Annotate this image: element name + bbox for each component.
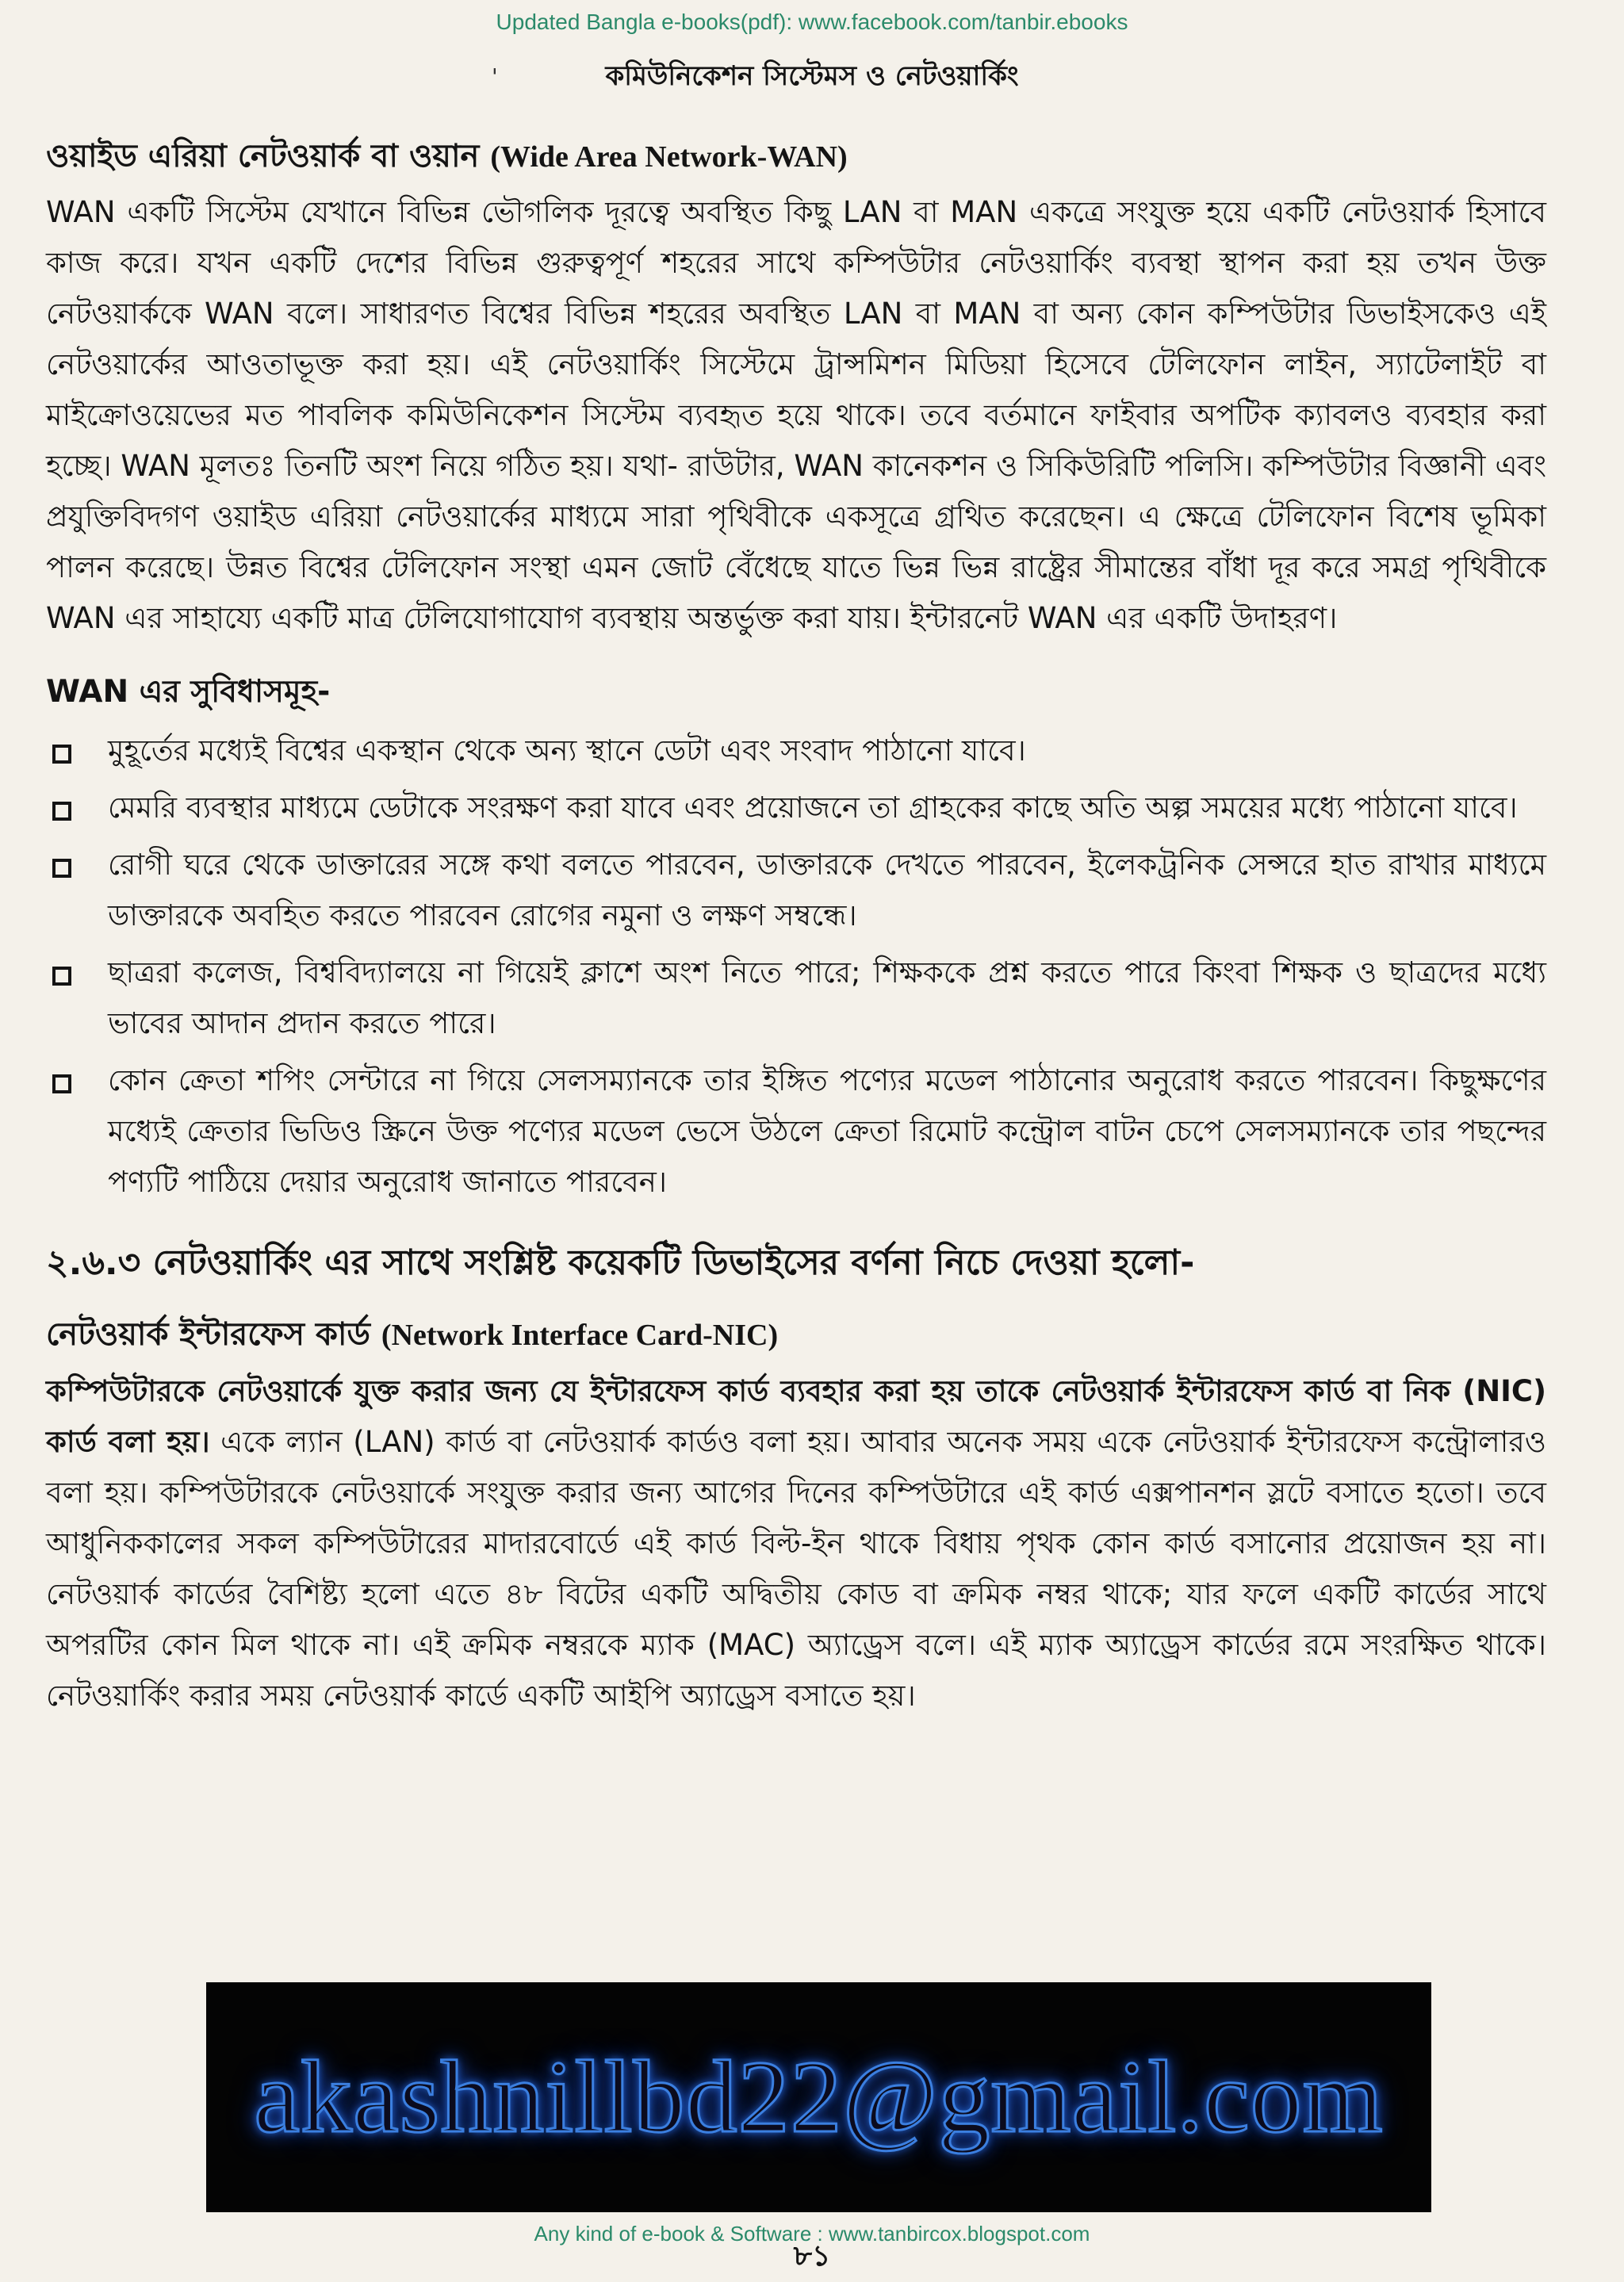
wan-section-heading xyxy=(46,135,1546,178)
nic-section-heading xyxy=(46,1313,1546,1356)
list-item xyxy=(46,1055,1546,1208)
email-banner xyxy=(206,1982,1431,2212)
banner-email-text[interactable]: akashnillbd22@gmail.com xyxy=(254,2040,1384,2154)
nic-heading-bengali: নেটওয়ার্ক ইন্টারফেস কার্ড xyxy=(46,1316,370,1354)
advantages-list xyxy=(46,726,1546,1208)
nic-paragraph xyxy=(46,1366,1546,1721)
list-item xyxy=(46,948,1546,1049)
nic-definition-bold: কম্পিউটারকে নেটওয়ার্কে যুক্ত করার জন্য যে ইন্টারফেস কার্ড ব্যবহার করা হয় তাকে নেটওয়ার্ক ইন্টারফেস কার্ড বা নিক (NIC) কার্ড বলা হয়। xyxy=(46,1373,1546,1459)
nic-heading-english: (Network Interface Card-NIC) xyxy=(381,1319,779,1353)
wan-paragraph: WAN একটি সিস্টেম যেখানে বিভিন্ন ভৌগলিক দূরত্বে অবস্থিত কিছু LAN বা MAN একত্রে সংযুক্ত হয়ে একটি নেটওয়ার্ক হিসাবে কাজ করে। যখন একটি দেশের বিভিন্ন গুরুত্বপূর্ণ শহরের সাথে কম্পিউটার নেটওয়ার্কিং ব্যবস্থা স্থাপন করা হয় তখন উক্ত নেটওয়ার্ককে WAN বলে। সাধারণত বিশ্বের বিভিন্ন শহরের অবস্থিত LAN বা MAN বা অন্য কোন কম্পিউটার ডিভাইসকেও এই নেটওয়ার্কের আওতাভূক্ত করা হয়। এই নেটওয়ার্কিং সিস্টেমে ট্রান্সমিশন মিডিয়া হিসেবে টেলিফোন লাইন, স্যাটেলাইট বা মাইক্রোওয়েভের মত পাবলিক কমিউনিকেশন সিস্টেম ব্যবহৃত হয়ে থাকে। তবে বর্তমানে ফাইবার অপটিক ক্যাবলও ব্যবহার করা হচ্ছে। WAN মূলতঃ তিনটি অংশ নিয়ে গঠিত হয়। যথা- রাউটার, WAN কানেকশন ও সিকিউরিটি পলিসি। কম্পিউটার বিজ্ঞানী এবং প্রযুক্তিবিদগণ ওয়াইড এরিয়া নেটওয়ার্কের মাধ্যমে সারা পৃথিবীকে একসূত্রে গ্রথিত করেছেন। এ ক্ষেত্রে টেলিফোন বিশেষ ভূমিকা পালন করেছে। উন্নত বিশ্বের টেলিফোন সংস্থা এমন জোট বেঁধেছে যাতে ভিন্ন ভিন্ন রাষ্ট্রের সীমান্তের বাঁধা দূর করে সমগ্র পৃথিবীকে WAN এর সাহায্যে একটি মাত্র টেলিযোগাযোগ ব্যবস্থায় অন্তর্ভুক্ত করা যায়। ইন্টারনেট WAN এর একটি উদাহরণ। xyxy=(46,195,1546,636)
wan-heading-english: (Wide Area Network-WAN) xyxy=(490,140,848,174)
list-item-text: মুহূর্তের মধ্যেই বিশ্বের একস্থান থেকে অন্য স্থানে ডেটা এবং সংবাদ পাঠানো যাবে। xyxy=(108,733,1026,768)
list-item-text: মেমরি ব্যবস্থার মাধ্যমে ডেটাকে সংরক্ষণ করা যাবে এবং প্রয়োজনে তা গ্রাহকের কাছে অতি অল্প সময়ের মধ্যে পাঠানো যাবে। xyxy=(108,791,1518,825)
top-credit-link[interactable]: Updated Bangla e-books(pdf): www.facebook.com/tanbir.ebooks xyxy=(496,10,1128,34)
checkbox-bullet-icon xyxy=(52,745,71,764)
checkbox-bullet-icon xyxy=(52,859,71,878)
list-item-text: ছাত্ররা কলেজ, বিশ্ববিদ্যালয়ে না গিয়েই ক্লাশে অংশ নিতে পারে; শিক্ষককে প্রশ্ন করতে পারে কিংবা শিক্ষক ও ছাত্রদের মধ্যে ভাবের আদান প্রদান করতে পারে। xyxy=(108,955,1546,1041)
nic-paragraph-text: একে ল্যান (LAN) কার্ড বা নেটওয়ার্ক কার্ডও বলা হয়। আবার অনেক সময় একে নেটওয়ার্ক ইন্টারফেস কন্ট্রোলারও বলা হয়। কম্পিউটারকে নেটওয়ার্কে সংযুক্ত করার জন্য আগের দিনের কম্পিউটারে এই কার্ড এক্সপানশন স্লটে বসাতে হতো। তবে আধুনিককালের সকল কম্পিউটারের মাদারবোর্ডে এই কার্ড বিল্ট-ইন থাকে বিধায় পৃথক কোন কার্ড বসানোর প্রয়োজন হয় না। নেটওয়ার্ক কার্ডের বৈশিষ্ট্য হলো এতে ৪৮ বিটের একটি অদ্বিতীয় কোড বা ক্রমিক নম্বর থাকে; যার ফলে একটি কার্ডের সাথে অপরটির কোন মিল থাকে না। এই ক্রমিক নম্বরকে ম্যাক (MAC) অ্যাড্রেস বলে। এই ম্যাক অ্যাড্রেস কার্ডের রমে সংরক্ষিত থাকে। নেটওয়ার্কিং করার সময় নেটওয়ার্ক কার্ডে একটি আইপি অ্যাড্রেস বসাতে হয়। xyxy=(46,1424,1546,1713)
running-header: কমিউনিকেশন সিস্টেমস ও নেটওয়ার্কিং xyxy=(605,60,1019,92)
list-item xyxy=(46,783,1546,833)
page-number: ৮১ xyxy=(793,2240,831,2272)
page-content xyxy=(46,135,1546,1745)
list-item xyxy=(46,840,1546,941)
list-item-text: রোগী ঘরে থেকে ডাক্তারের সঙ্গে কথা বলতে পারবেন, ডাক্তারকে দেখতে পারবেন, ইলেকট্রনিক সেন্সরে হাত রাখার মাধ্যমে ডাক্তারকে অবহিত করতে পারবেন রোগের নমুনা ও লক্ষণ সম্বন্ধে। xyxy=(108,848,1546,933)
checkbox-bullet-icon xyxy=(52,802,71,821)
list-item-text: কোন ক্রেতা শপিং সেন্টারে না গিয়ে সেলসম্যানকে তার ইঙ্গিত পণ্যের মডেল পাঠানোর অনুরোধ করতে পারবেন। কিছুক্ষণের মধ্যেই ক্রেতার ভিডিও স্ক্রিনে উক্ত পণ্যের মডেল ভেসে উঠলে ক্রেতা রিমোট কন্ট্রোল বাটন চেপে সেলসম্যানকে তার পছন্দের পণ্যটি পাঠিয়ে দেয়ার অনুরোধ জানাতে পারবেন। xyxy=(108,1063,1546,1200)
list-item xyxy=(46,726,1546,776)
header-tick-mark: ' xyxy=(492,63,498,90)
bottom-credit-link[interactable]: Any kind of e-book & Software : www.tanbircox.blogspot.com xyxy=(534,2222,1090,2246)
checkbox-bullet-icon xyxy=(52,967,71,986)
devices-subsection-heading: ২.৬.৩ নেটওয়ার্কিং এর সাথে সংশ্লিষ্ট কয়েকটি ডিভাইসের বর্ণনা নিচে দেওয়া হলো- xyxy=(46,1242,1195,1284)
checkbox-bullet-icon xyxy=(52,1074,71,1093)
advantages-heading: WAN এর সুবিধাসমূহ- xyxy=(46,674,331,710)
wan-heading-bengali: ওয়াইড এরিয়া নেটওয়ার্ক বা ওয়ান xyxy=(46,138,480,174)
